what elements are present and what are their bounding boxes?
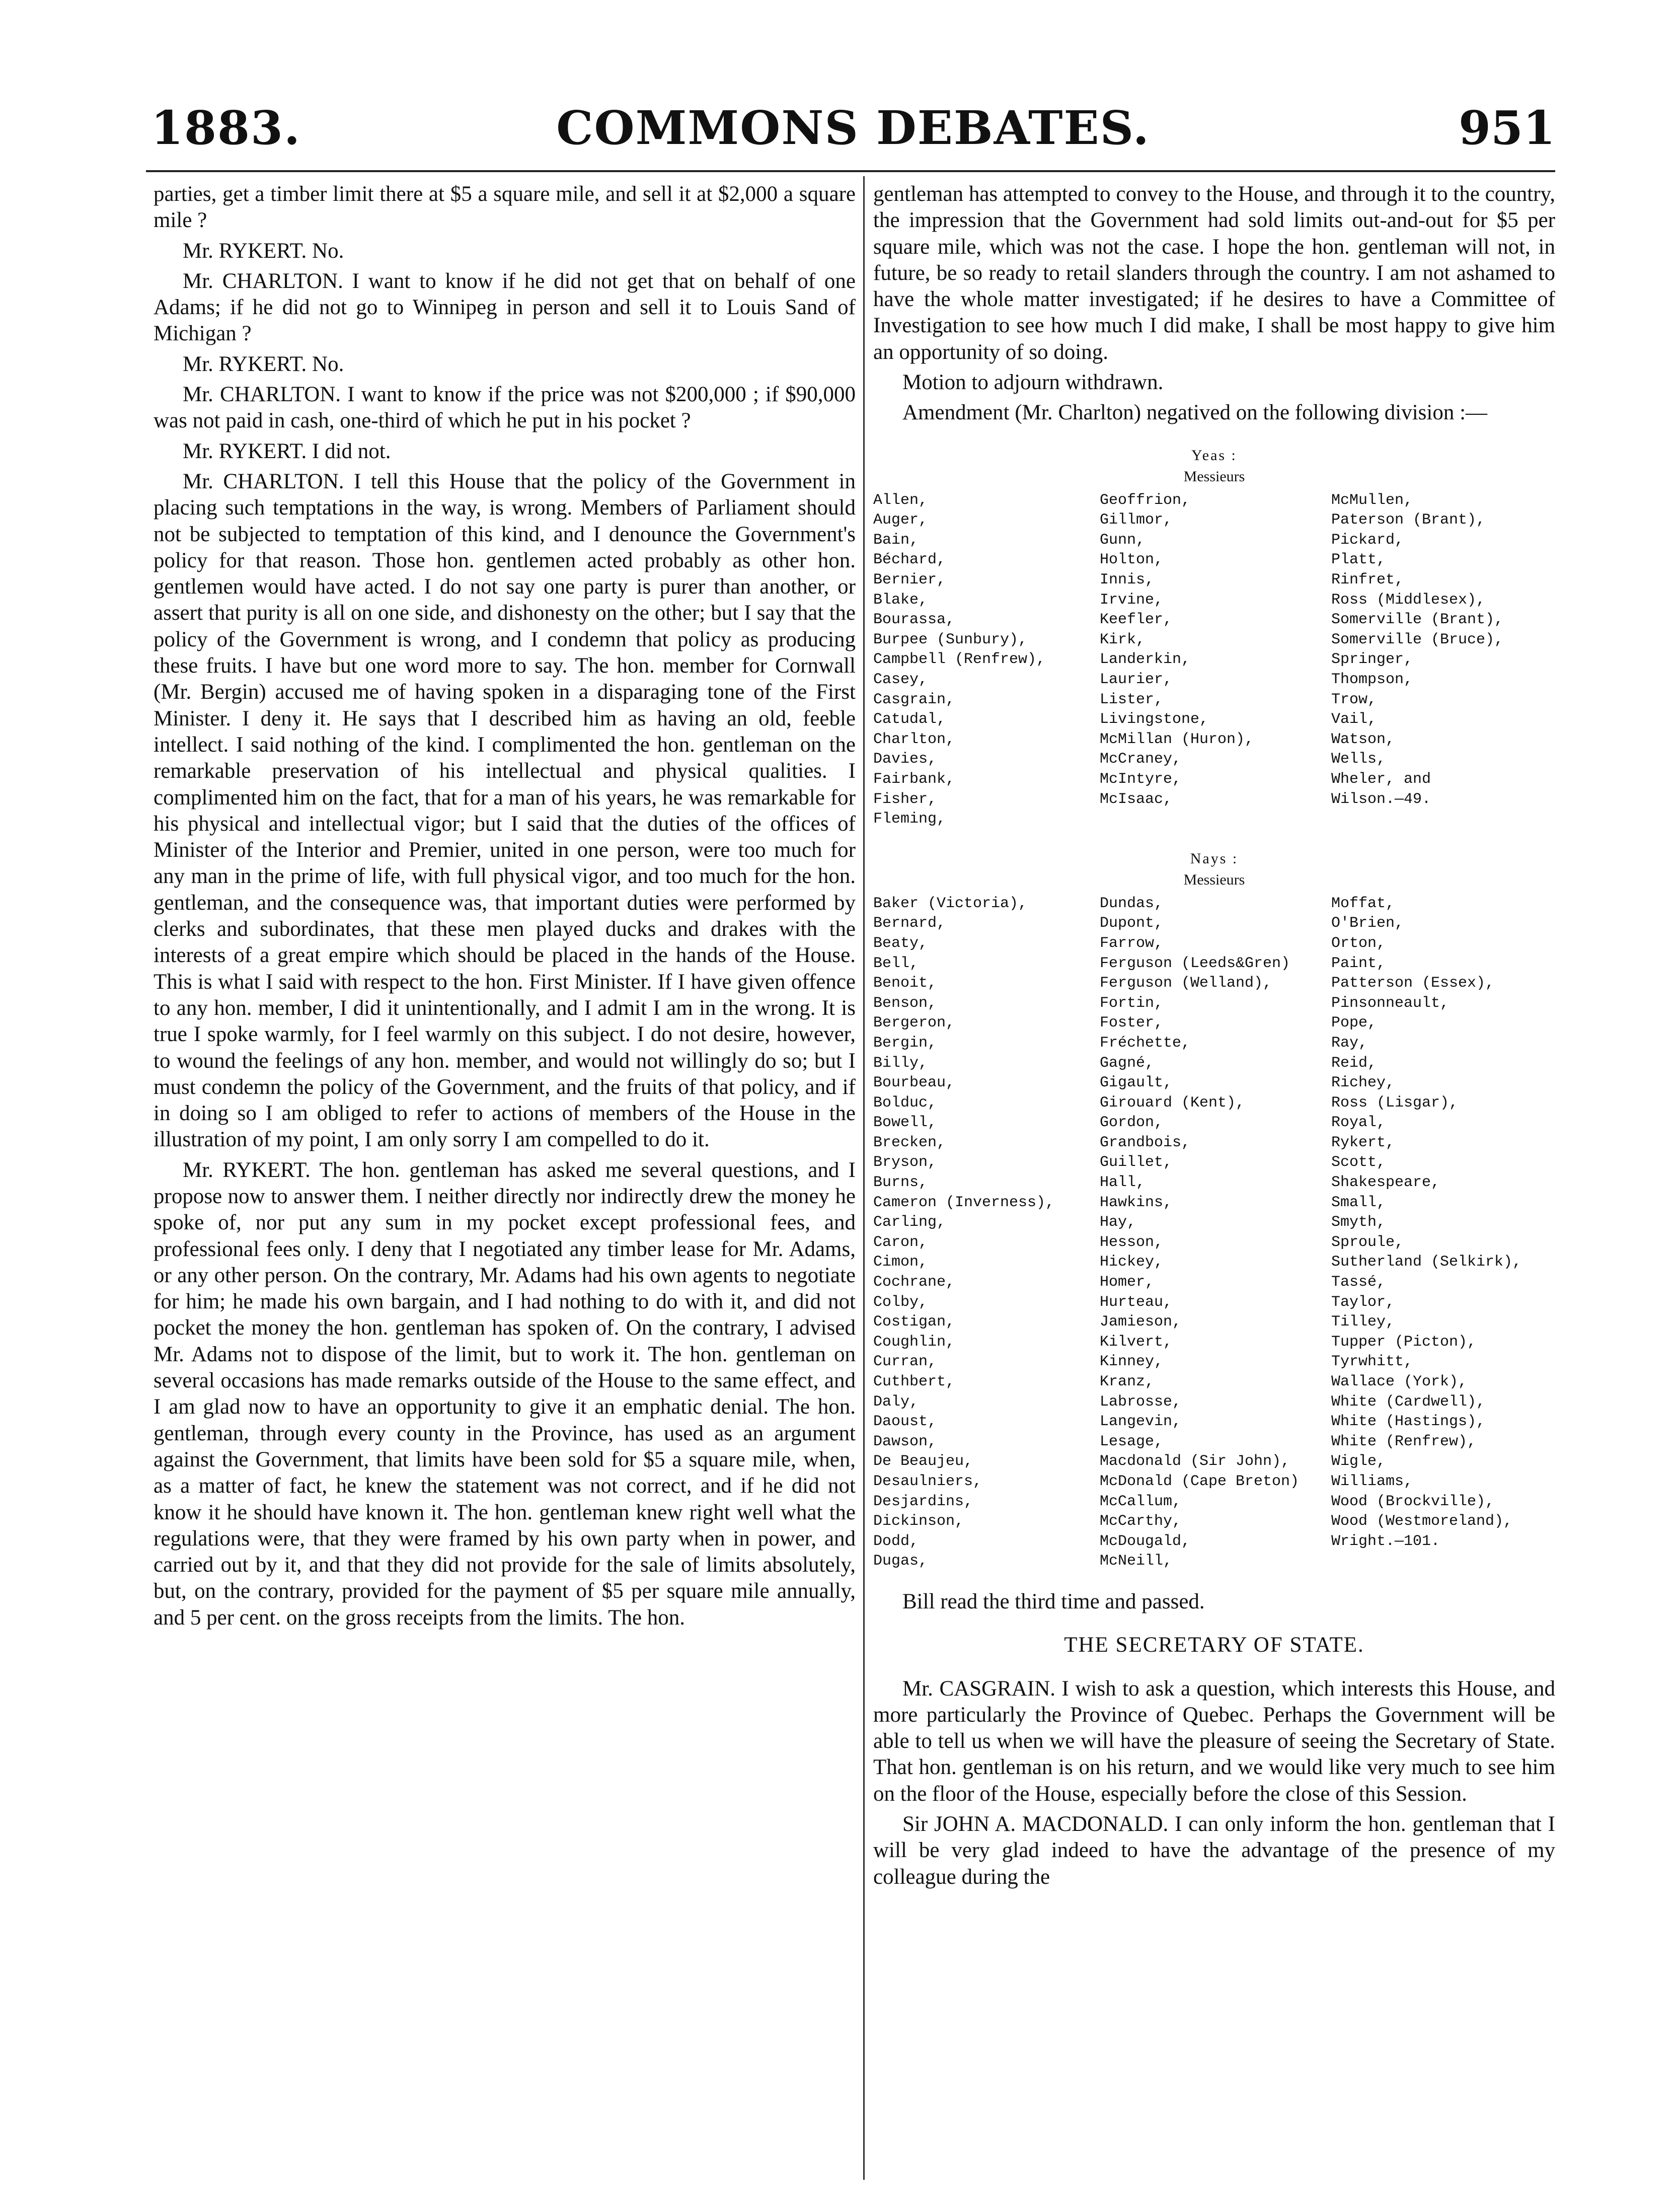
member-name: Ferguson (Welland),: [1100, 975, 1272, 992]
member-name: Somerville (Brant),: [1331, 611, 1504, 629]
nays-messieurs: Messieurs: [1183, 871, 1245, 888]
member-name: Livingstone,: [1100, 711, 1209, 728]
nays-column-3: [1331, 894, 1553, 1572]
member-name: Wood (Westmoreland),: [1331, 1513, 1513, 1530]
member-name: Campbell (Renfrew),: [873, 651, 1046, 669]
member-name: Watson,: [1331, 730, 1395, 748]
member-name: Smyth,: [1331, 1214, 1386, 1231]
member-name: McCarthy,: [1100, 1513, 1182, 1530]
member-name: Allen,: [873, 491, 928, 509]
page-header: [151, 101, 1555, 171]
member-name: Dugas,: [873, 1553, 928, 1570]
member-name: White (Renfrew),: [1331, 1433, 1477, 1450]
nays-column-1: [873, 894, 1100, 1572]
section-title: THE SECRETARY OF STATE.: [1064, 1633, 1364, 1657]
member-name: Benoit,: [873, 975, 937, 992]
member-name: Daly,: [873, 1393, 919, 1411]
member-name: Charlton,: [873, 730, 955, 748]
member-name: Orton,: [1331, 934, 1386, 952]
member-name: Billy,: [873, 1054, 928, 1072]
member-name: Richey,: [1331, 1074, 1395, 1092]
member-name: Cameron (Inverness),: [873, 1194, 1055, 1211]
member-name: Kranz,: [1100, 1373, 1155, 1391]
right-column: [873, 181, 1555, 1894]
member-name: White (Hastings),: [1331, 1413, 1486, 1431]
paragraph: Mr. RYKERT. No.: [183, 239, 344, 263]
member-name: Sproule,: [1331, 1233, 1404, 1251]
member-name: Cochrane,: [873, 1274, 955, 1291]
member-name: Langevin,: [1100, 1413, 1182, 1431]
member-name: Hall,: [1100, 1174, 1146, 1192]
member-name: O'Brien,: [1331, 915, 1404, 932]
member-name: Gunn,: [1100, 531, 1146, 549]
member-name: Guillet,: [1100, 1154, 1173, 1171]
member-name: Blake,: [873, 591, 928, 609]
member-name: Bolduc,: [873, 1094, 937, 1112]
member-name: Hickey,: [1100, 1254, 1164, 1271]
member-name: Cuthbert,: [873, 1373, 955, 1391]
left-column: [154, 181, 856, 1635]
member-name: Caron,: [873, 1233, 928, 1251]
member-name: Auger,: [873, 511, 928, 529]
paragraph: Mr. CHARLTON. I want to know if the price was not $200,000 ; if $90,000 was not paid in cash, one-third of which he put in his pocket ?: [154, 383, 856, 433]
member-name: McIsaac,: [1100, 790, 1173, 808]
member-name: Bell,: [873, 954, 919, 972]
header-rule: [146, 170, 1555, 172]
member-name: Laurier,: [1100, 671, 1173, 689]
member-name: Keefler,: [1100, 611, 1173, 629]
member-name: Gillmor,: [1100, 511, 1173, 529]
member-name: Tassé,: [1331, 1274, 1386, 1291]
member-name: Williams,: [1331, 1472, 1413, 1490]
paragraph: Mr. CASGRAIN. I wish to ask a question, which interests this House, and more particularly the Province of Quebec. Perhaps the Government will be able to tell us when we will have the pleasure of seeing the Secretary of State. That hon. gentleman is on his return, and we would like very much to see him on the floor of the House, especially before the close of this Session.: [873, 1676, 1555, 1806]
member-name: Pickard,: [1331, 531, 1404, 549]
member-name: Bernard,: [873, 915, 946, 932]
member-name: Dickinson,: [873, 1513, 964, 1530]
member-name: Burns,: [873, 1174, 928, 1192]
member-name: McNeill,: [1100, 1553, 1173, 1570]
member-name: Hesson,: [1100, 1233, 1164, 1251]
member-name: Lister,: [1100, 691, 1164, 708]
member-name: Landerkin,: [1100, 651, 1191, 669]
member-name: Colby,: [873, 1293, 928, 1311]
member-name: McIntyre,: [1100, 770, 1182, 788]
member-name: Dundas,: [1100, 895, 1164, 912]
paragraph: Mr. CHARLTON. I tell this House that the policy of the Government in placing such temptations in the way, is wrong. Members of Parliament should not be subjected to temptation of this kind, and I denounce the Government's policy for that reason. Those hon. gentlemen acted probably as other hon. gentlemen would have acted. I do not say one party is purer than another, or assert that purity is all on one side, and dishonesty on the other; but I say that the policy of the Government is wrong, and I condemn that policy as producing these fruits. I have but one word more to say. The hon. member for Cornwall (Mr. Bergin) accused me of having spoken in a disparaging tone of the First Minister. I deny it. He says that I described him as having an old, feeble intellect. I said nothing of the kind. I complimented the hon. gentleman on the remarkable preservation of his intellectual and physical qualities. I complimented him on the fact, that for a man of his years, he was remarkable for his physical and intellectual vigor; but I said that the duties of the offices of Minister of the Interior and Premier, united in one person, were too much for any man in the prime of life, with full physical vigor, and too much for the hon. gentleman, and the consequence was, that important duties were performed by clerks and subordinates, that these men played ducks and drakes with the interests of a great empire which should be placed in the hands of the House. This is what I said with respect to the hon. First Minister. If I have given offence to any hon. member, I did it unintentionally, and I admit I am in the wrong. It is true I spoke warmly, for I feel warmly on this subject. I do not desire, however, to wound the feelings of any hon. member, and would not willingly do so; but I must condemn the policy of the Government, and the fruits of that policy, and if in doing so I am obliged to refer to actions of members of the House in the illustration of my point, I am only sorry I am compelled to do it.: [154, 469, 856, 1152]
member-name: Wright.—101.: [1331, 1532, 1440, 1550]
member-name: McCraney,: [1100, 751, 1182, 768]
column-divider: [863, 176, 865, 2180]
member-name: Brecken,: [873, 1134, 946, 1151]
member-name: Gigault,: [1100, 1074, 1173, 1092]
member-name: Hay,: [1100, 1214, 1136, 1231]
bill-line: Bill read the third time and passed.: [902, 1589, 1205, 1613]
member-name: McMullen,: [1331, 491, 1413, 509]
member-name: Daoust,: [873, 1413, 937, 1431]
member-name: Bourbeau,: [873, 1074, 955, 1092]
member-name: Coughlin,: [873, 1333, 955, 1351]
member-name: Davies,: [873, 751, 937, 768]
member-name: McDougald,: [1100, 1532, 1191, 1550]
header-year: 1883.: [151, 101, 301, 155]
member-name: Tyrwhitt,: [1331, 1353, 1413, 1371]
member-name: Bain,: [873, 531, 919, 549]
yeas-column-3: [1331, 491, 1553, 830]
member-name: Bernier,: [873, 571, 946, 589]
member-name: Paterson (Brant),: [1331, 511, 1486, 529]
member-name: Shakespeare,: [1331, 1174, 1440, 1192]
member-name: Somerville (Bruce),: [1331, 631, 1504, 648]
member-name: McMillan (Huron),: [1100, 730, 1254, 748]
yeas-column-1: [873, 491, 1100, 830]
member-name: Small,: [1331, 1194, 1386, 1211]
member-name: Fréchette,: [1100, 1034, 1191, 1052]
member-name: Carling,: [873, 1214, 946, 1231]
member-name: Taylor,: [1331, 1293, 1395, 1311]
member-name: Dawson,: [873, 1433, 937, 1450]
member-name: Fortin,: [1100, 994, 1164, 1012]
member-name: Girouard (Kent),: [1100, 1094, 1245, 1112]
member-name: Springer,: [1331, 651, 1413, 669]
member-name: Patterson (Essex),: [1331, 975, 1495, 992]
paragraph: Amendment (Mr. Charlton) negatived on the following division :—: [902, 401, 1488, 425]
member-name: Gordon,: [1100, 1114, 1164, 1132]
member-name: Gagné,: [1100, 1054, 1155, 1072]
member-name: Casey,: [873, 671, 928, 689]
member-name: Bourassa,: [873, 611, 955, 629]
member-name: Dodd,: [873, 1532, 919, 1550]
member-name: Ferguson (Leeds&Gren): [1100, 954, 1290, 972]
member-name: Curran,: [873, 1353, 937, 1371]
member-name: Bowell,: [873, 1114, 937, 1132]
member-name: Cimon,: [873, 1254, 928, 1271]
member-name: Labrosse,: [1100, 1393, 1182, 1411]
paragraph: Mr. RYKERT. No.: [183, 352, 344, 376]
member-name: Bergeron,: [873, 1014, 955, 1032]
member-name: Platt,: [1331, 551, 1386, 569]
header-page-number: 951: [1458, 101, 1555, 155]
member-name: Trow,: [1331, 691, 1377, 708]
paragraph: Mr. RYKERT. The hon. gentleman has asked me several questions, and I propose now to answer them. I neither directly nor indirectly drew the money he spoke of, nor put any sum in my pocket except professional fees, and professional fees only. I deny that I negotiated any timber lease for Mr. Adams, or any other person. On the contrary, Mr. Adams had his own agents to negotiate for him; he made his own bargain, and I had nothing to do with it, and did not pocket the money the hon. gentleman has spoken of. On the contrary, I advised Mr. Adams not to dispose of the limit, but to work it. The hon. gentleman on several occasions has made remarks outside of the House to the same effect, and I am glad now to have an opportunity to give it an emphatic denial. The hon. gentleman, through every county in the Province, has used as an argument against the Government, that limits have been sold for $5 a square mile, when, as a matter of fact, he knew the statement was not correct, and if he did not know it he should have known it. The hon. gentleman knew right well what the regulations were, that they were framed by his own party when in power, and carried out by it, and that they did not provide for the sale of limits absolutely, but, on the contrary, provided for the payment of $5 per square mile annually, and 5 per cent. on the gross receipts from the limits. The hon.: [154, 1158, 856, 1630]
member-name: Wigle,: [1331, 1453, 1386, 1470]
member-name: De Beaujeu,: [873, 1453, 973, 1470]
paragraph: parties, get a timber limit there at $5 a square mile, and sell it at $2,000 a square mile ?: [154, 182, 856, 233]
member-name: Béchard,: [873, 551, 946, 569]
member-name: Wallace (York),: [1331, 1373, 1468, 1391]
member-name: Dupont,: [1100, 915, 1164, 932]
yeas-list: [873, 491, 1555, 830]
secretary-section-text: [873, 1676, 1555, 1890]
member-name: Reid,: [1331, 1054, 1377, 1072]
member-name: Casgrain,: [873, 691, 955, 708]
member-name: Hurteau,: [1100, 1293, 1173, 1311]
member-name: Rinfret,: [1331, 571, 1404, 589]
member-name: Innis,: [1100, 571, 1155, 589]
paragraph: Motion to adjourn withdrawn.: [902, 371, 1164, 395]
member-name: Hawkins,: [1100, 1194, 1173, 1211]
member-name: Scott,: [1331, 1154, 1386, 1171]
member-name: Desaulniers,: [873, 1472, 982, 1490]
member-name: Fisher,: [873, 790, 937, 808]
member-name: Ross (Lisgar),: [1331, 1094, 1459, 1112]
member-name: Ray,: [1331, 1034, 1368, 1052]
member-name: Beaty,: [873, 934, 928, 952]
nays-column-2: [1100, 894, 1331, 1572]
member-name: Thompson,: [1331, 671, 1413, 689]
member-name: Royal,: [1331, 1114, 1386, 1132]
member-name: Holton,: [1100, 551, 1164, 569]
member-name: Kirk,: [1100, 631, 1146, 648]
member-name: McCallum,: [1100, 1493, 1182, 1510]
member-name: McDonald (Cape Breton): [1100, 1472, 1300, 1490]
paragraph: Mr. RYKERT. I did not.: [183, 439, 391, 463]
member-name: Wheler, and: [1331, 770, 1431, 788]
member-name: Farrow,: [1100, 934, 1164, 952]
member-name: Benson,: [873, 994, 937, 1012]
member-name: Pope,: [1331, 1014, 1377, 1032]
member-name: Grandbois,: [1100, 1134, 1191, 1151]
member-name: Desjardins,: [873, 1493, 973, 1510]
yeas-heading: Yeas :: [1191, 447, 1237, 464]
header-title: COMMONS DEBATES.: [556, 101, 1150, 155]
nays-heading: Nays :: [1190, 850, 1239, 867]
member-name: Fairbank,: [873, 770, 955, 788]
nays-list: [873, 894, 1555, 1572]
member-name: Irvine,: [1100, 591, 1164, 609]
member-name: Sutherland (Selkirk),: [1331, 1254, 1522, 1271]
member-name: Catudal,: [873, 711, 946, 728]
member-name: Paint,: [1331, 954, 1386, 972]
member-name: Moffat,: [1331, 895, 1395, 912]
paragraph: Mr. CHARLTON. I want to know if he did not get that on behalf of one Adams; if he did not go to Winnipeg in person and sell it to Louis Sand of Michigan ?: [154, 269, 856, 346]
member-name: Vail,: [1331, 711, 1377, 728]
member-name: Tupper (Picton),: [1331, 1333, 1477, 1351]
right-column-text: [873, 181, 1555, 426]
member-name: Jamieson,: [1100, 1313, 1182, 1331]
member-name: Tilley,: [1331, 1313, 1395, 1331]
member-name: Wilson.—49.: [1331, 790, 1431, 808]
member-name: Geoffrion,: [1100, 491, 1191, 509]
member-name: White (Cardwell),: [1331, 1393, 1486, 1411]
member-name: Costigan,: [873, 1313, 955, 1331]
yeas-column-2: [1100, 491, 1331, 830]
paragraph: gentleman has attempted to convey to the House, and through it to the country, the impression that the Government had sold limits out-and-out for $5 per square mile, which was not the case. I hope the hon. gentleman will not, in future, be so ready to retail slanders through the country. I am not ashamed to have the whole matter investigated; if he desires to have a Committee of Investigation to see how much I did make, I shall be most happy to give him an opportunity of so doing.: [873, 182, 1555, 364]
member-name: Bergin,: [873, 1034, 937, 1052]
paragraph: Sir JOHN A. MACDONALD. I can only inform the hon. gentleman that I will be very glad indeed to have the advantage of the presence of my colleague during the: [873, 1812, 1555, 1889]
member-name: Fleming,: [873, 810, 946, 828]
member-name: Ross (Middlesex),: [1331, 591, 1486, 609]
member-name: Wells,: [1331, 751, 1386, 768]
yeas-messieurs: Messieurs: [1183, 468, 1245, 485]
member-name: Wood (Brockville),: [1331, 1493, 1495, 1510]
member-name: Kinney,: [1100, 1353, 1164, 1371]
member-name: Kilvert,: [1100, 1333, 1173, 1351]
member-name: Pinsonneault,: [1331, 994, 1450, 1012]
member-name: Baker (Victoria),: [873, 895, 1028, 912]
member-name: Foster,: [1100, 1014, 1164, 1032]
member-name: Homer,: [1100, 1274, 1155, 1291]
member-name: Bryson,: [873, 1154, 937, 1171]
member-name: Lesage,: [1100, 1433, 1164, 1450]
member-name: Burpee (Sunbury),: [873, 631, 1028, 648]
member-name: Macdonald (Sir John),: [1100, 1453, 1290, 1470]
member-name: Rykert,: [1331, 1134, 1395, 1151]
